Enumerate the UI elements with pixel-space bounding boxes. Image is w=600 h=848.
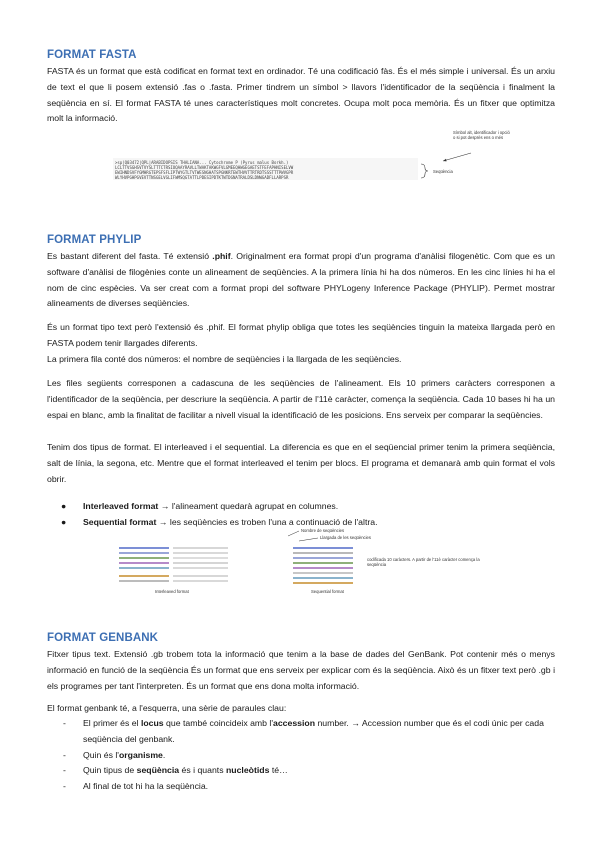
list-item [47, 716, 555, 748]
list-item-text: → l'alineament quedarà agrupat en columnes. [158, 501, 339, 511]
fasta-header-line: >sp|Q03472|QPL|ARABIDOPSIS THALIANA... Cytochrome P (Pyrus malus Borkh.) [115, 160, 289, 165]
sequential-example [293, 547, 353, 594]
fasta-seq-line: EWIHNDSVFYGMHRGTEPSFSFLIPTWYGTLTVTWESNGHATSPGNKRTEWTHVVTTRTRDTSSSTTTPWVGPR [115, 170, 294, 175]
text-run: Quin és l' [83, 749, 119, 760]
annotation-seq-length: Llargada de les seqüències [320, 535, 371, 540]
bullet-icon: ● [61, 516, 67, 527]
keyword-bold: locus [140, 718, 164, 728]
text-run: . [162, 749, 166, 760]
dash-icon: - [63, 718, 66, 728]
list-item [47, 499, 555, 515]
heading-genbank: FORMAT GENBANK [47, 632, 159, 644]
fasta-seq-line: WLYHVPGHPGVEVTTNSGELVGLIFWMSQGTATTLPDESIPDTKTWTDGNATRALDSLDNWGADFLLARPSR [115, 175, 289, 180]
text-run: Quin tipus de [83, 765, 137, 776]
phylip-paragraph-3: La primera fila conté dos números: el nombre de seqüències i la llargada de les seqüències. [47, 354, 402, 364]
genbank-paragraph-2: El format genbank té, a l'esquerra, una sèrie de paraules clau: [47, 703, 287, 713]
format-type-list [47, 499, 555, 531]
text-run: és i quants [179, 765, 226, 776]
text-run: El primer és el [83, 718, 141, 728]
phylip-paragraph-5: Tenim dos tipus de format. El interleaved i el sequential. La diferencia es que en el seqüencial primer tenim la primera seqüència, salt de línia, la segona, etc. Mentre que el format interleaved el tenim per blocs. El programa et demanarà amb quin format el vols obrir. [47, 442, 555, 484]
annotation-right: codificada 10 caràcters. A partir de l'11è caràcter comença la seqüència [367, 557, 480, 568]
list-item [47, 779, 555, 795]
annotation-seq-count: Nombre de seqüències [301, 528, 345, 533]
fasta-paragraph: FASTA és un format que està codificat en format text en ordinador. Té una codificació fàs. És el més simple i universal. És un arxiu de text el que li posem extensió .fas o .fasta. Primer tindrem un símbol > llavors l'identificador de la seqüència i finalment la seqüència en sí. El format FASTA té unes característiques molt concretes. Ocupa molt poca memòria. És un fitxer que optimitza molt la informació. [47, 66, 555, 124]
fasta-seq-line: LCLTTVSGHSVTVYSLTTTCTRSIOQAAYRAVLLTWAKTAKWGFVLGMEEQHWGEGAETSTFEFAPHNISELVW [115, 165, 294, 170]
list-item-text: → les seqüències es troben l'una a continuació de l'altra. [156, 516, 378, 527]
list-item-bold: Sequential format [83, 516, 157, 527]
genbank-keyword-list [47, 716, 555, 795]
genbank-paragraph-1: Fitxer tipus text. Extensió .gb trobem tota la informació que tenim a la base de dades del GenBank. Pot contenir més o menys informació en funció de la seqüència És un format que ens serveix per explicar com és la seqüència. Això és un fitxer text però .gb i els programes per tant l'interpreten. És un format que ens dona molta informació. [47, 649, 555, 691]
phylip-example-figure [115, 527, 535, 599]
text-run: Al final de tot hi ha la seqüència. [83, 781, 209, 792]
extension-bold: .phif [212, 251, 231, 261]
phylip-paragraph-4: Les files següents corresponen a cadascuna de les seqüències de l'alineament. Els 10 primers caràcters corresponen a l'identificador de la seqüència, per descriure la seqüència. A partir de l'11è caràcter, comença la seqüència. Cada 10 bases hi ha un espai en blanc, amb la finalitat de facilitar a nivell visual la identificació de les posicions. Ens serveix per comparar la seqüències. [47, 378, 555, 420]
interleaved-label: Interleaved format [155, 589, 189, 594]
heading-phylip: FORMAT PHYLIP [47, 234, 142, 246]
text-run: que també coincideix amb l' [163, 718, 273, 728]
fasta-annotation-top: Símbol alt, identificador i opció o si pot desprès ens o més [453, 130, 510, 140]
interleaved-example [119, 547, 228, 594]
fasta-example-figure [113, 128, 533, 190]
text-run: Es bastant diferent del fasta. Té extensió [47, 251, 213, 261]
phylip-paragraph-2: És un format tipo text però l'extensió és .phif. El format phylip obliga que totes les seqüències tinguin la mateixa llargada però en FASTA podem tenir llargades diferents. [47, 322, 555, 348]
list-item [47, 763, 555, 779]
bullet-icon: ● [61, 501, 67, 511]
text-run: number. → Accession number que és el codi únic per cada seqüència del genbank. [83, 718, 544, 744]
arrow-line [299, 538, 318, 541]
keyword-bold: organisme [118, 749, 163, 760]
dash-icon: - [63, 749, 66, 760]
keyword-bold: seqüència [136, 765, 180, 776]
list-item-bold: Interleaved format [83, 501, 159, 511]
arrow-head-icon [443, 159, 447, 162]
sequence-brace [421, 164, 428, 178]
keyword-bold: nucleòtids [225, 765, 270, 776]
list-item [47, 748, 555, 764]
fasta-annotation-side: Seqüència [433, 169, 453, 174]
heading-fasta: FORMAT FASTA [47, 49, 137, 61]
dash-icon: - [63, 781, 66, 792]
arrow-line [288, 531, 299, 536]
phylip-paragraph-1 [47, 249, 555, 312]
text-run: té… [269, 765, 288, 776]
dash-icon: - [63, 765, 66, 776]
sequential-label: Sequential format [311, 589, 344, 594]
keyword-bold: accession [273, 718, 316, 728]
text-run: . Originalment era format propi d'un programa d'anàlisi filogenètic. Com que es un software d'anàlisi de filogènies conte un alineament de seqüències. A la primera línia hi ha dos números. En les cinc línies hi ha el nom de cinc espècies. Va ser creat com a format propi del software PHYLogeny Inference Package (PHYLIP). Permet mostrar alineaments de diverses seqüències. [47, 251, 555, 309]
